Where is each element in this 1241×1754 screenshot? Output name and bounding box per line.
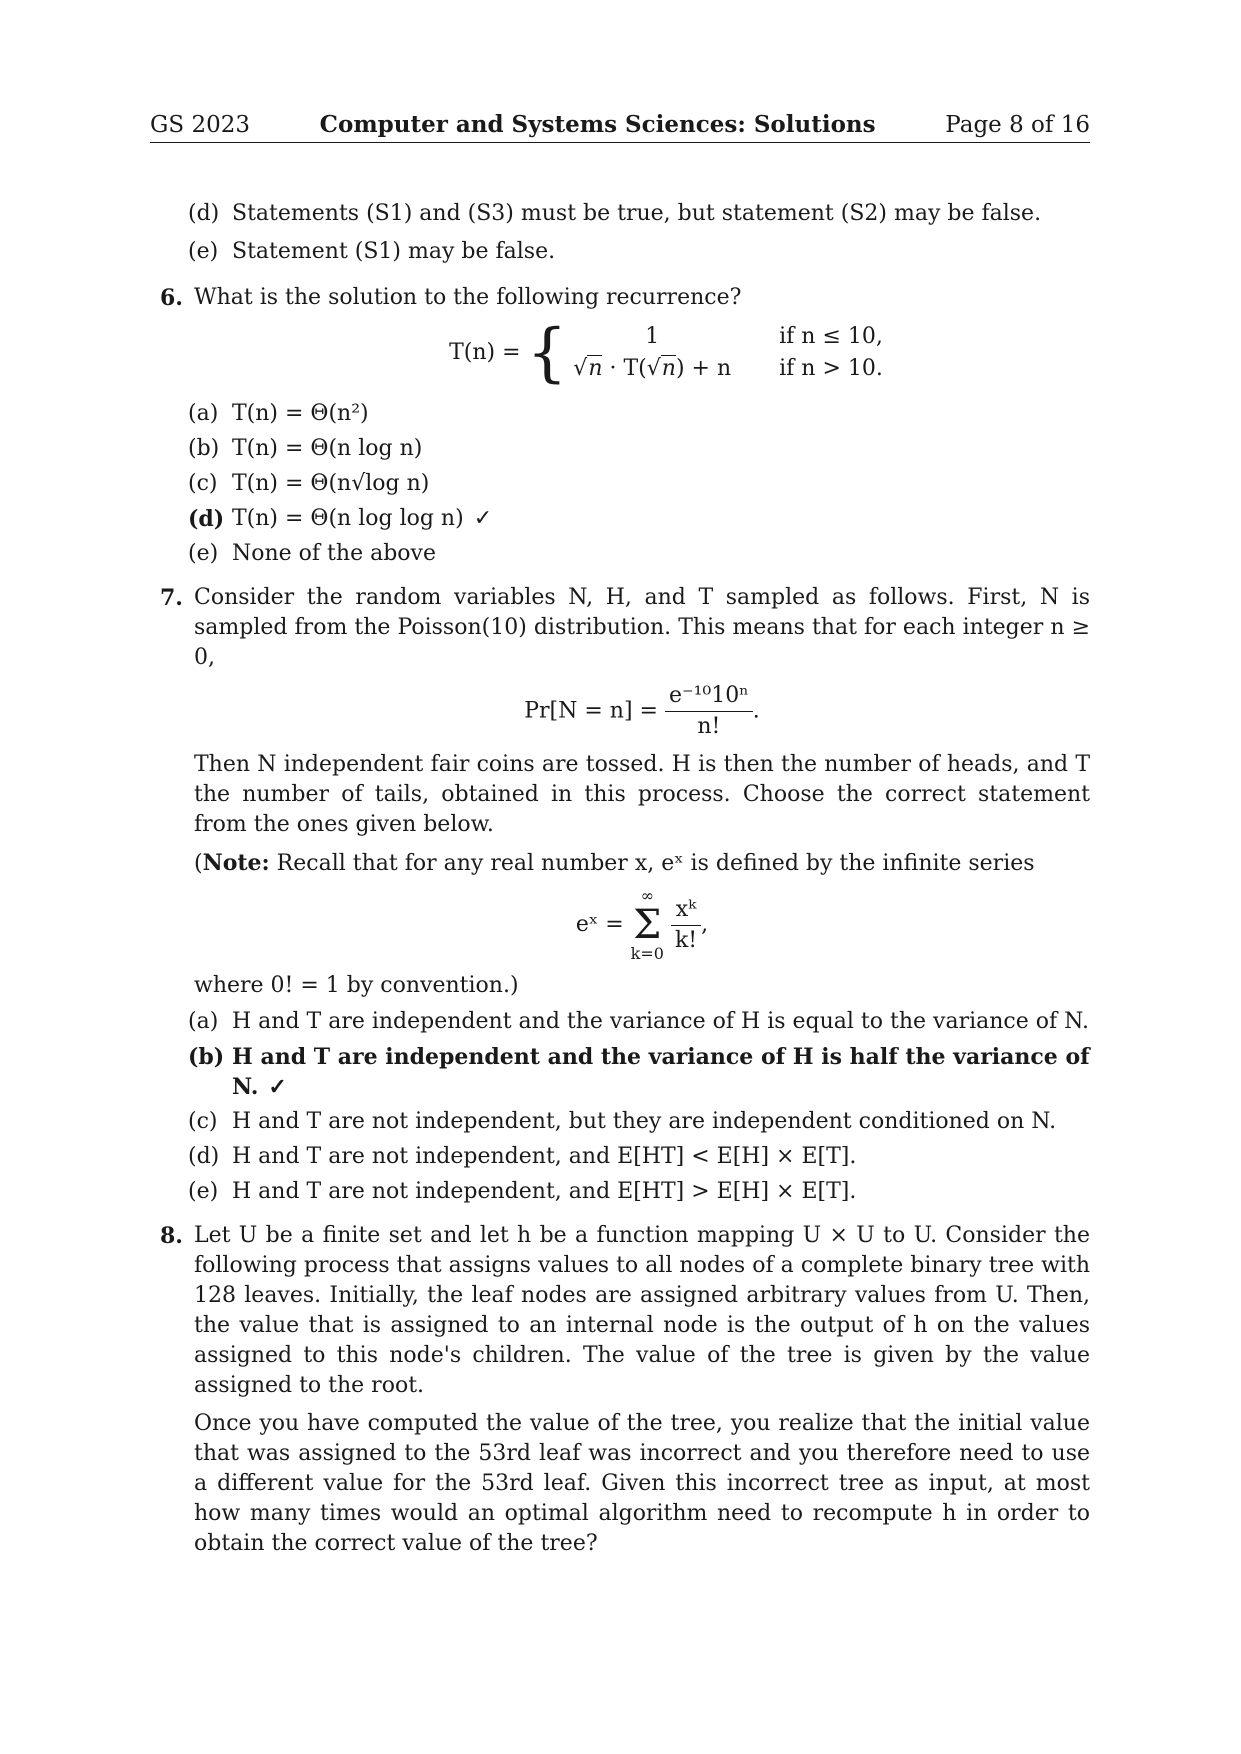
header-title: Computer and Systems Sciences: Solutions bbox=[319, 111, 876, 138]
q7-series: eˣ = ∞ Σ k=0 $\frac{\text{xᵏ}}{k!}$ , bbox=[575, 886, 709, 963]
q7-option-a: (a) H and T are independent and the variance of H is equal to the variance of N. bbox=[188, 1009, 1089, 1034]
q6-options bbox=[150, 399, 1090, 569]
page bbox=[150, 110, 1090, 1559]
q7-option-e: (e) H and T are not independent, and E[HT] > E[H] × E[T]. bbox=[188, 1179, 857, 1204]
q8-paragraph-1: Let U be a finite set and let h be a function mapping U × U to U. Consider the following process that assigns values to all nodes of a complete binary tree with 128 leaves. Initially, the leaf nodes are assigned arbitrary values from U. Then, the value that is assigned to an internal node is the output of h on the values assigned to this node's children. The value of the tree is given by the value assigned to the root. bbox=[194, 1223, 1090, 1398]
question-7: 7. Consider the random variables N, H, and T sampled as follows. First, N is sampled from the Poisson(10) distribution. This means that for each integer n ≥ 0, Pr[N = n] = $\frac{\text{e⁻¹⁰10ⁿ}}{n!}$ . Then N independent fair coins are tossed. H is then the number of heads, and T the number of tails, obtained in this process. Choose the correct statement from the ones given below. (Note: Recall that for any real number x, eˣ is defined by the infinite series eˣ = ∞ Σ k=0 $\frac{\text{xᵏ}}{k!}$ , where 0! = 1 by convention.) bbox=[150, 583, 1090, 1001]
q7-note: (Note: Recall that for any real number x, eˣ is defined by the infinite series bbox=[194, 850, 1035, 876]
q6-option-a: (a) T(n) = Θ(n²) bbox=[188, 401, 369, 426]
q7-intro: Consider the random variables N, H, and T sampled as follows. First, N is sampled from the Poisson(10) distribution. This means that for each integer n ≥ 0, bbox=[194, 585, 1090, 670]
question-6: 6. What is the solution to the following recurrence? T(n) = { 1 if n ≤ 10, √n · T(√n) + n if n > 10. bbox=[150, 283, 1090, 393]
q6-option-d: (d) T(n) = Θ(n log log n) ✓ bbox=[188, 506, 493, 532]
q7-option-d: (d) H and T are not independent, and E[HT] < E[H] × E[T]. bbox=[188, 1144, 857, 1169]
q6-option-c: (c) T(n) = Θ(n√log n) bbox=[188, 471, 430, 496]
question-8: 8. Let U be a finite set and let h be a function mapping U × U to U. Consider the following process that assigns values to all nodes of a complete binary tree with 128 leaves. Initially, the leaf nodes are assigned arbitrary values from U. Then, the value that is assigned to an internal node is the output of h on the values assigned to this node's children. The value of the tree is given by the value assigned to the root. Once you have computed the value of the tree, you realize that the initial value that was assigned to the 53rd leaf was incorrect and you therefore need to use a different value for the 53rd leaf. Given this incorrect tree as input, at most how many times would an optimal algorithm need to recompute h in order to obtain the correct value of the tree? bbox=[150, 1221, 1090, 1559]
page-header bbox=[150, 110, 1090, 143]
q7-options bbox=[150, 1007, 1090, 1207]
q7-pmf: Pr[N = n] = $\frac{\text{e⁻¹⁰10ⁿ}}{n!}$ . bbox=[524, 683, 760, 739]
q7-note-end: where 0! = 1 by convention.) bbox=[194, 973, 519, 998]
q5-option-d: (d) Statements (S1) and (S3) must be true, but statement (S2) may be false. bbox=[188, 201, 1042, 226]
q7-option-c: (c) H and T are not independent, but they are independent conditioned on N. bbox=[188, 1109, 1057, 1134]
q6-recurrence: T(n) = { 1 if n ≤ 10, √n · T(√n) + n if n > 10. bbox=[449, 316, 883, 390]
q6-option-e: (e) None of the above bbox=[188, 541, 436, 566]
checkmark-icon: ✓ bbox=[473, 506, 493, 531]
q7-paragraph: Then N independent fair coins are tossed. H is then the number of heads, and T the number of tails, obtained in this process. Choose the correct statement from the ones given below. bbox=[194, 752, 1090, 837]
checkmark-icon: ✓ bbox=[268, 1074, 287, 1100]
q8-paragraph-2: Once you have computed the value of the tree, you realize that the initial value that was assigned to the 53rd leaf was incorrect and you therefore need to use a different value for the 53rd leaf. Given this incorrect tree as input, at most how many times would an optimal algorithm need to recompute h in order to obtain the correct value of the tree? bbox=[194, 1411, 1090, 1556]
header-page-number: Page 8 of 16 bbox=[945, 112, 1090, 138]
header-left: GS 2023 bbox=[150, 112, 250, 138]
q5-option-e: (e) Statement (S1) may be false. bbox=[188, 239, 556, 264]
q5-options bbox=[150, 199, 1090, 267]
q6-option-b: (b) T(n) = Θ(n log n) bbox=[188, 436, 423, 461]
q6-question: What is the solution to the following recurrence? bbox=[194, 285, 742, 310]
q7-option-b: (b) H and T are independent and the variance of H is half the variance of N. ✓ bbox=[188, 1044, 1090, 1100]
